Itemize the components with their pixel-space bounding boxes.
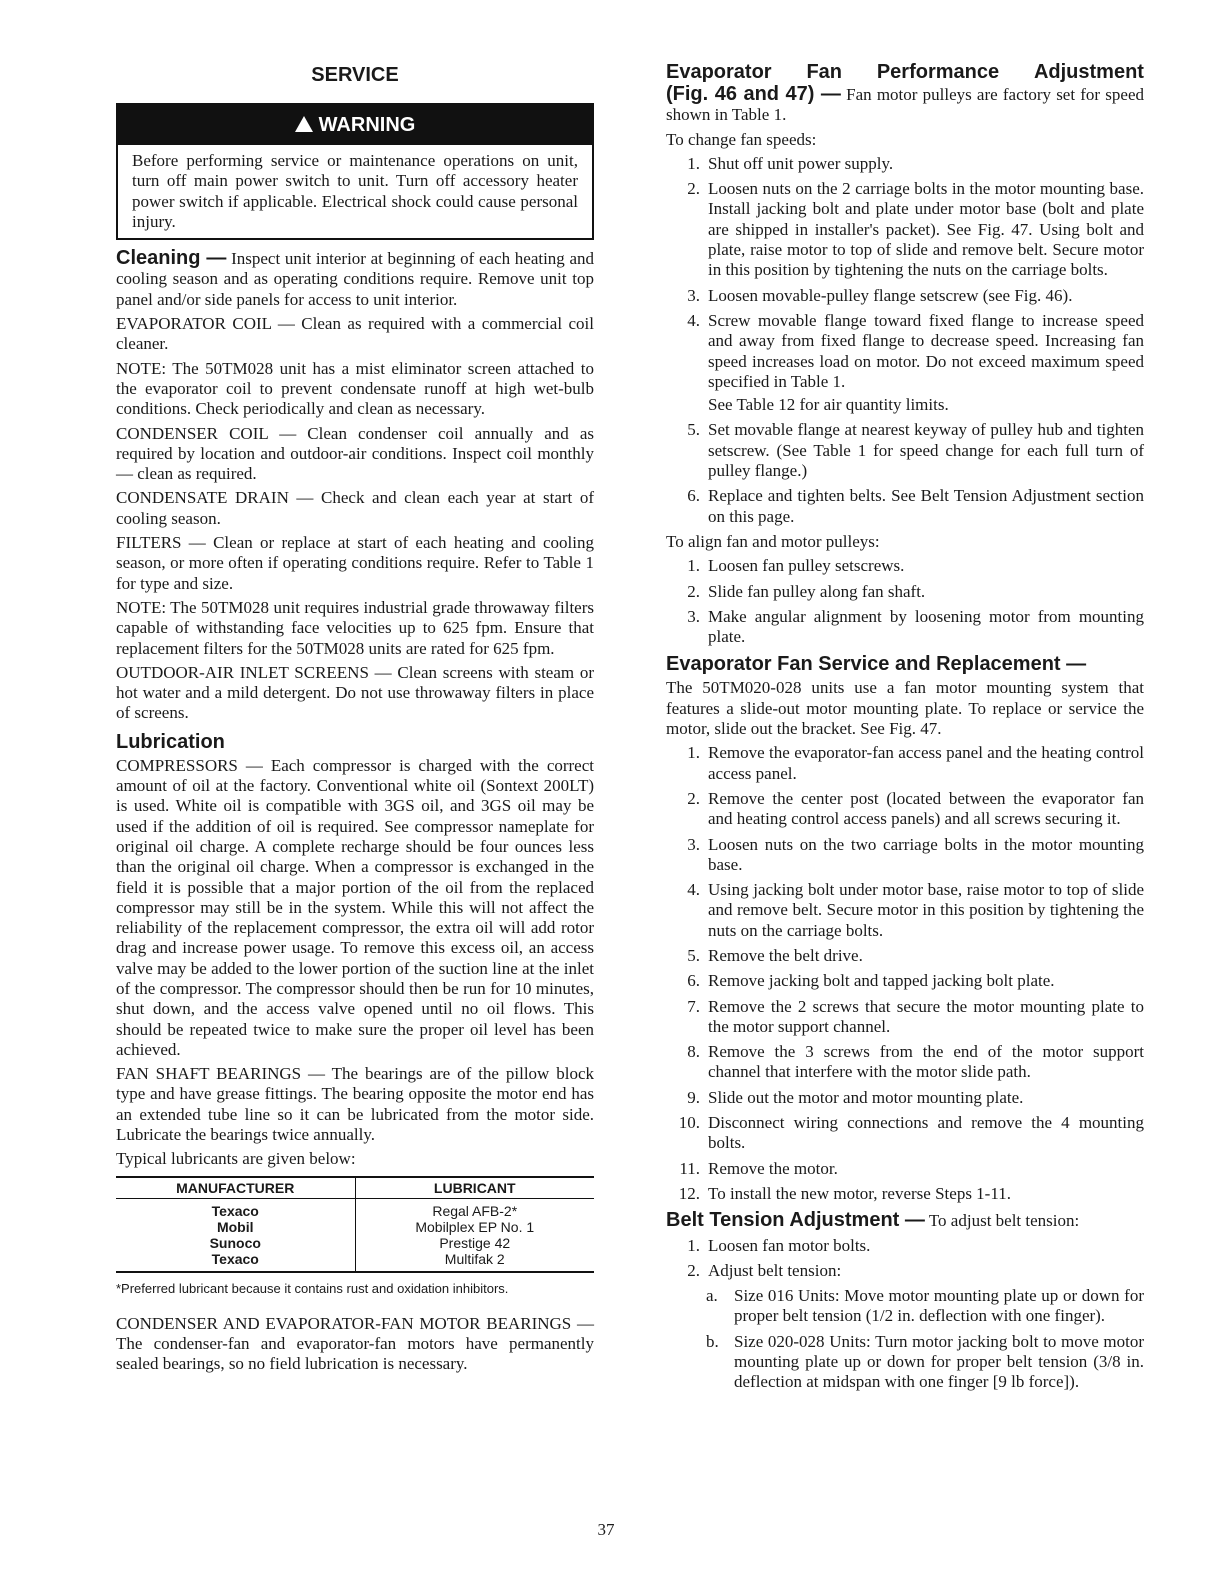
list-item [666,997,1144,1038]
to-align-text: To align fan and motor pulleys: [666,531,880,551]
belt-intro: To adjust belt tension: [928,1211,1080,1231]
step-text: Remove the motor. [708,1158,838,1178]
step-number: 3. [687,285,700,305]
warning-label: WARNING [318,114,416,136]
lubrication-heading: Lubrication [116,730,225,753]
step-text: Remove the evaporator-fan access panel and the heating control access panel. [708,743,1144,783]
evap-coil-text: EVAPORATOR COIL — Clean as required with a commercial coil cleaner. [116,314,594,354]
step-number: 12. [678,1183,700,1203]
page-number: 37 [597,1520,615,1539]
substep-letter: a. [706,1286,718,1306]
perf-title-cont: (Fig. 46 and 47) — [666,83,841,105]
list-item [666,1332,1144,1393]
step-number: 2. [687,788,700,808]
list-item [666,1184,1144,1204]
cond-coil-text: CONDENSER COIL — Clean condenser coil annually and as required by location and outdoor-air conditions. Inspect coil monthly — clean as required. [116,423,594,484]
table-cell-manufacturer: Sunoco [116,1235,355,1251]
table-header-lubricant: LUBRICANT [355,1177,594,1199]
step-text: Remove the 2 screws that secure the motor mounting plate to the motor support channel. [708,996,1144,1036]
step-number: 10. [678,1113,700,1133]
step-text: Slide out the motor and motor mounting plate. [708,1087,1024,1107]
step-text: Screw movable flange toward fixed flange to increase speed and away from fixed flange to decrease speed. Increasing fan speed increases load on motor. Do not exceed maximum speed specified in Table 1. [708,310,1144,391]
list-item [666,1286,1144,1327]
table-row [116,1251,594,1272]
step-number: 3. [687,834,700,854]
step-text: Loosen movable-pulley flange setscrew (see Fig. 46). [708,285,1073,305]
step-number: 4. [687,880,700,900]
step-note: See Table 12 for air quantity limits. [708,395,949,415]
table-cell-lubricant: Regal AFB-2* [432,1202,518,1219]
step-number: 3. [687,606,700,626]
perf-title [666,60,1144,84]
perf-title-word: Fan [806,61,842,83]
list-item [666,1236,1144,1256]
fan-shaft-text: FAN SHAFT BEARINGS — The bearings are of the pillow block type and have grease fittings. The bearing opposite the motor end has an extended tube line so it can be lubricated from the motor side. Lubricate the bearings twice annually. [116,1064,594,1145]
step-text: Loosen nuts on the two carriage bolts in the motor mounting base. [708,834,1144,874]
step-text: Make angular alignment by loosening motor from mounting plate. [708,606,1144,647]
table-footnote: *Preferred lubricant because it contains rust and oxidation inhibitors. [116,1280,509,1296]
step-number: 1. [687,743,700,763]
step-number: 1. [687,556,700,576]
cleaning-intro: Inspect unit interior at beginning of each heating and cooling season and as operating conditions require. Remove unit top panel and/or side panels for access to unit interior. [116,249,595,309]
step-text: Replace and tighten belts. See Belt Tension Adjustment section on this page. [708,486,1144,526]
step-text: Remove jacking bolt and tapped jacking bolt plate. [708,971,1055,991]
list-item [666,1042,1144,1083]
list-item [666,1113,1144,1154]
step-number: 1. [687,153,700,173]
compressors-text: COMPRESSORS — Each compressor is charged with the correct amount of oil at the factory. Conventional white oil (Sontext 200LT) is used. White oil is compatible with 3GS oil, and 3GS oil may be used if the addition of oil is required. See compressor nameplate for original oil charge. A complete recharge should be four ounces less than the original oil charge. When a compressor is exchanged in the field it is possible that a major portion of the oil from the replaced compressor may still be in the system. While this will not affect the reliability of the replacement compressor, the extra oil will add rotor drag and increase power usage. To remove this excess oil, an access valve may be added to the lower portion of the suction line at the inlet of the compressor. The compressor should then be run for 10 minutes, shut down, and the access valve opened until no oil flows. This should be repeated twice to make sure the proper oil level has been achieved. [116,755,594,1059]
perf-intro [666,84,1144,126]
replacement-steps [666,743,1144,1204]
step-number: 8. [687,1042,700,1062]
list-item [666,582,1144,602]
list-item [666,556,1144,576]
list-item [666,1088,1144,1108]
step-number: 1. [687,1235,700,1255]
table-row [116,1198,594,1219]
table-cell-manufacturer: Texaco [116,1251,355,1272]
step-number: 7. [687,996,700,1016]
step-number: 2. [687,179,700,199]
replacement-heading: Evaporator Fan Service and Replacement — [666,653,1087,676]
note-mist-text: NOTE: The 50TM028 unit has a mist eliminator screen attached to the evaporator coil to prevent condensate runoff at high wet-bulb conditions. Check periodically and clean as necessary. [116,358,594,419]
step-text: Loosen fan pulley setscrews. [708,556,905,576]
replacement-intro: The 50TM020-028 units use a fan motor mounting system that features a slide-out motor mounting plate. To replace or service the motor, slide out the bracket. See Fig. 47. [666,678,1144,739]
step-text: Adjust belt tension: [708,1260,842,1280]
belt-steps [666,1236,1144,1282]
step-text: Loosen nuts on the 2 carriage bolts in the motor mounting base. Install jacking bolt and plate under motor base (bolt and plate are shipped in installer's packet). See Fig. 47. Using bolt and plate, raise motor to top of slide and remove belt. Secure motor in this position by tightening the nuts on the carriage bolts. [708,179,1144,280]
table-row [116,1235,594,1251]
step-text: Disconnect wiring connections and remove the 4 mounting bolts. [708,1113,1144,1153]
list-item [666,971,1144,991]
step-number: 9. [687,1087,700,1107]
step-text: Set movable flange at nearest keyway of pulley hub and tighten setscrew. (See Table 1 for speed change for each full turn of pulley flange.) [708,420,1144,481]
step-text: Remove the 3 screws from the end of the motor support channel that interfere with the motor slide path. [708,1042,1144,1082]
perf-title-word: Evaporator [666,61,772,83]
list-item [666,789,1144,830]
warning-triangle-icon [295,116,313,132]
substep-letter: b. [706,1331,719,1351]
table-header-manufacturer: MANUFACTURER [116,1177,355,1199]
list-item [666,286,1144,306]
list-item [666,179,1144,280]
belt-substeps [666,1286,1144,1392]
table-cell-lubricant: Multifak 2 [355,1251,594,1272]
step-number: 6. [687,486,700,506]
step-text: Using jacking bolt under motor base, raise motor to top of slide and remove belt. Secure motor in this position by tightening the nuts on the carriage bolts. [708,880,1144,940]
warning-box [116,103,594,240]
warning-header [118,105,592,145]
table-cell-lubricant: Prestige 42 [439,1234,511,1251]
belt-paragraph [666,1210,1144,1231]
table-cell-manufacturer: Mobil [116,1219,355,1235]
table-cell-manufacturer: Texaco [116,1198,355,1219]
align-steps [666,556,1144,647]
drain-text: CONDENSATE DRAIN — Check and clean each year at start of cooling season. [116,488,594,528]
step-number: 11. [679,1158,700,1178]
step-number: 5. [687,945,700,965]
warning-text: Before performing service or maintenance operations on unit, turn off main power switch to unit. Turn off accessory heater power switch if applicable. Electrical shock could cause personal injury. [132,151,578,231]
typical-text: Typical lubricants are given below: [116,1149,356,1169]
perf-title-word: Adjustment [1033,61,1144,83]
step-number: 5. [687,420,700,440]
step-number: 2. [687,1260,700,1280]
motor-bearings-text: CONDENSER AND EVAPORATOR-FAN MOTOR BEARINGS — The condenser-fan and evaporator-fan motors have permanently sealed bearings, so no field lubrication is necessary. [116,1313,594,1374]
to-change-text: To change fan speeds: [666,129,817,149]
filters-text: FILTERS — Clean or replace at start of each heating and cooling season, or more often if operating conditions require. Refer to Table 1 for type and size. [116,533,594,593]
step-text: Shut off unit power supply. [708,153,894,173]
screens-text: OUTDOOR-AIR INLET SCREENS — Clean screens with steam or hot water and a mild detergent. Do not use throwaway filters in place of screens. [116,662,594,723]
belt-heading: Belt Tension Adjustment — [666,1209,925,1232]
step-number: 6. [687,971,700,991]
list-item [666,154,1144,174]
list-item [666,607,1144,648]
list-item [666,880,1144,941]
perf-intro-text: Fan motor pulleys are factory set for speed shown in Table 1. [666,85,1144,125]
substep-text: Size 020-028 Units: Turn motor jacking bolt to move motor mounting plate up or down for proper belt tension (3/8 in. deflection at midspan with one finger [9 lb force]). [734,1331,1144,1392]
list-item [666,1159,1144,1179]
right-column [666,60,1144,1398]
left-column [116,60,594,1379]
table-row [116,1219,594,1235]
service-title: SERVICE [311,64,399,86]
step-text: Slide fan pulley along fan shaft. [708,581,926,601]
step-text: Remove the belt drive. [708,945,863,965]
substep-text: Size 016 Units: Move motor mounting plate up or down for proper belt tension (1/2 in. deflection with one finger). [734,1286,1144,1326]
perf-title-word: Performance [876,61,1000,83]
cleaning-paragraph [116,248,594,310]
list-item [666,420,1144,481]
perf-steps [666,154,1144,527]
list-item [666,1261,1144,1281]
cleaning-heading: Cleaning — [116,247,227,270]
step-number: 2. [687,581,700,601]
list-item [666,743,1144,784]
table-cell-lubricant: Mobilplex EP No. 1 [415,1218,535,1235]
list-item [666,486,1144,527]
list-item [666,946,1144,966]
list-item [666,835,1144,876]
step-text: Loosen fan motor bolts. [708,1235,871,1255]
list-item [666,311,1144,392]
note-filters-text: NOTE: The 50TM028 unit requires industrial grade throwaway filters capable of withstanding face velocities up to 625 fpm. Ensure that replacement filters for the 50TM028 units are rated for 625 fpm. [116,597,594,658]
step-text: Remove the center post (located between the evaporator fan and heating control access panels) and all screws securing it. [708,788,1144,829]
lubricant-table [116,1176,594,1273]
step-text: To install the new motor, reverse Steps 1-11. [708,1183,1011,1203]
step-number: 4. [687,310,700,330]
